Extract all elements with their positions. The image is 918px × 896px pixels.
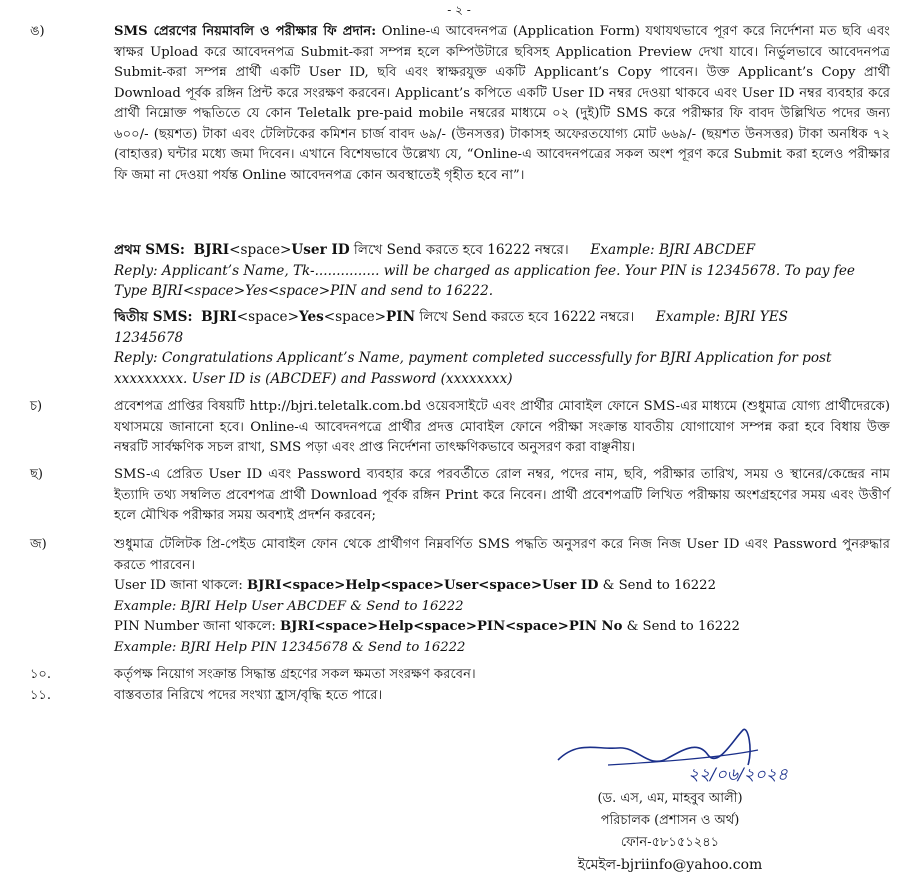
item-body (114, 22, 890, 186)
item-admit-card-download (30, 465, 890, 527)
item-marker: জ) (30, 537, 47, 552)
signatory-block (520, 788, 820, 876)
sms-space-token: <space> (236, 309, 299, 325)
recovery-prefix: PIN Number জানা থাকলে: (114, 619, 280, 634)
item-marker: ১১. (30, 688, 52, 703)
item-marker: ঙ) (30, 24, 45, 39)
pin-recovery-line (114, 617, 890, 638)
handwritten-signature (548, 720, 848, 790)
pin-recovery-example: Example: BJRI Help PIN 12345678 & Send to 16222 (114, 639, 466, 655)
first-sms-line (114, 240, 858, 261)
sms-space-token: <space> (323, 309, 387, 325)
item-text: শুধুমাত্র টেলিটক প্রি-পেইড মোবাইল ফোন থেকে প্রার্থীগণ নিম্নবর্ণিত SMS পদ্ধতি অনুসরণ করে নিজ নিজ User ID এবং Password পুনরুদ্ধার করতে পারবেন। (114, 537, 890, 573)
sms-command-part: User ID (291, 242, 350, 258)
sms-command-part: Yes (298, 309, 324, 325)
second-sms-label: দ্বিতীয় SMS: (114, 309, 193, 325)
sms-instruction-tail: লিখে Send করতে হবে 16222 নম্বরে। (349, 242, 569, 258)
sms-command-part: BJRI (193, 242, 230, 258)
signature-date: ২২/০৬/২০২৪ (688, 765, 788, 785)
page-number: - ২ - (447, 3, 471, 17)
first-sms-reply: Reply: Applicant’s Name, Tk-............... will be charged as application fee. Your PIN is 12345678. To pay fee Type BJRI<space>Yes<space>PIN and send to 16222. (114, 262, 855, 299)
first-sms-label: প্রথম SMS: (114, 242, 185, 258)
recovery-command: BJRI<space>Help<space>PIN<space>PIN No (279, 619, 623, 634)
item-text: কর্তৃপক্ষ নিয়োগ সংক্রান্ত সিদ্ধান্ত গ্রহণের সকল ক্ষমতা সংরক্ষণ করবেন। (114, 667, 476, 682)
first-sms-example: Example: BJRI ABCDEF (590, 242, 756, 258)
second-sms-line (114, 307, 858, 348)
item-authority-rights (30, 665, 890, 686)
item-text: বাস্তবতার নিরিখে পদের সংখ্যা হ্রাস/বৃদ্ধি হতে পারে। (114, 688, 383, 703)
sms-instruction-tail: লিখে Send করতে হবে 16222 নম্বরে। (415, 309, 635, 325)
item-text: প্রবেশপত্র প্রাপ্তির বিষয়টি http://bjri.teletalk.com.bd ওয়েবসাইটে এবং প্রার্থীর মোবাইল ফোনে SMS-এর মাধ্যমে (শুধুমাত্র যোগ্য প্রার্থীদেরকে) যথাসময়ে জানানো হবে। Online-এ আবেদনপত্রে প্রার্থীর প্রদত্ত মোবাইল ফোনে পরীক্ষা সংক্রান্ত যাবতীয় যোগাযোগ সম্পন্ন করা হবে বিধায় উক্ত নম্বরটি সার্বক্ষণিক সচল রাখা, SMS পড়া এবং প্রাপ্ত নির্দেশনা তাৎক্ষণিকভাবে অনুসরণ করা বাঞ্ছনীয়। (114, 399, 890, 455)
item-password-recovery (30, 535, 890, 658)
recovery-tail: & Send to 16222 (598, 578, 716, 593)
item-body (114, 535, 890, 658)
item-text: SMS-এ প্রেরিত User ID এবং Password ব্যবহার করে পরবর্তীতে রোল নম্বর, পদের নাম, ছবি, পরীক্ষার তারিখ, সময় ও স্থানের/কেন্দ্রের নাম ইত্যাদি তথ্য সম্বলিত প্রবেশপত্র প্রার্থী Download পূর্বক রঙ্গিন Print করে নিবেন। প্রার্থী প্রবেশপত্রটি লিখিত পরীক্ষায় অংশগ্রহণের সময় এবং উত্তীর্ণ হলে মৌখিক পরীক্ষার সময় অবশ্যই প্রদর্শন করবেন; (114, 467, 890, 523)
item-marker: চ) (30, 399, 43, 414)
second-sms-example: Example: BJRI YES 12345678 (114, 309, 788, 346)
item-post-count (30, 686, 890, 707)
item-text: Online-এ আবেদনপত্র (Application Form) যথাযথভাবে পূরণ করে নির্দেশনা মত ছবি এবং স্বাক্ষর Upload করে আবেদনপত্র Submit-করা সম্পন্ন হলে কম্পিউটারে ছবিসহ Application Preview দেখা যাবে। নির্ভুলভাবে আবেদনপত্র Submit-করা সম্পন্ন প্রার্থী একটি User ID, ছবি এবং স্বাক্ষরযুক্ত একটি Applicant’s Copy পাবেন। উক্ত Applicant’s Copy প্রার্থী Download পূর্বক রঙ্গিন প্রিন্ট করে সংরক্ষণ করবেন। Applicant’s কপিতে একটি User ID নম্বর দেওয়া থাকবে এবং User ID নম্বর ব্যবহার করে প্রার্থী নিম্নোক্ত পদ্ধতিতে যে কোন Teletalk pre-paid mobile নম্বরের মাধ্যমে ০২ (দুই)টি SMS করে পরীক্ষার ফি বাবদ উল্লিখিত পদের জন্য ৬০০/- (ছয়শত) টাকা এবং টেলিটকের কমিশন চার্জ বাবদ ৬৯/- (উনসত্তর) টাকাসহ অফেরতযোগ্য মোট ৬৬৯/- (ছয়শত উনসত্তর) টাকা অনধিক ৭২ (বাহাত্তর) ঘন্টার মধ্যে জমা দিবেন। এখানে বিশেষভাবে উল্লেখ্য যে, “Online-এ আবেদনপত্রের সকল অংশ পূরণ করে Submit করা হলেও পরীক্ষার ফি জমা না দেওয়া পর্যন্ত Online আবেদনপত্র কোন অবস্থাতেই গৃহীত হবে না”। (114, 24, 890, 183)
second-sms-reply: Reply: Congratulations Applicant’s Name, payment completed successfully for BJRI Application for post xxxxxxxxx. User ID is (ABCDEF) and Password (xxxxxxxx) (114, 350, 832, 387)
item-marker: ১০. (30, 667, 52, 682)
sms-command-part: BJRI (201, 309, 237, 325)
userid-recovery-example: Example: BJRI Help User ABCDEF & Send to 16222 (114, 598, 464, 614)
signatory-designation: পরিচালক (প্রশাসন ও অর্থ) (600, 813, 740, 828)
item-heading: SMS প্রেরণের নিয়মাবলি ও পরীক্ষার ফি প্রদান: (114, 24, 377, 39)
recovery-command: BJRI<space>Help<space>User<space>User ID (247, 578, 599, 593)
recovery-tail: & Send to 16222 (622, 619, 740, 634)
sms-space-token: <space> (229, 242, 292, 258)
userid-recovery-line (114, 576, 890, 597)
item-sms-instructions (30, 22, 890, 186)
first-sms-block (114, 240, 858, 302)
sms-command-part: PIN (386, 309, 416, 325)
second-sms-block (114, 307, 858, 389)
signatory-name: (ড. এস, এম, মাহবুব আলী) (597, 791, 743, 806)
signatory-phone: ফোন-৫৮১৫১২৪১ (620, 835, 720, 850)
item-admit-card-notice (30, 397, 890, 459)
signatory-email: ইমেইল-bjriinfo@yahoo.com (577, 857, 763, 873)
recovery-prefix: User ID জানা থাকলে: (114, 578, 248, 593)
item-marker: ছ) (30, 467, 43, 482)
